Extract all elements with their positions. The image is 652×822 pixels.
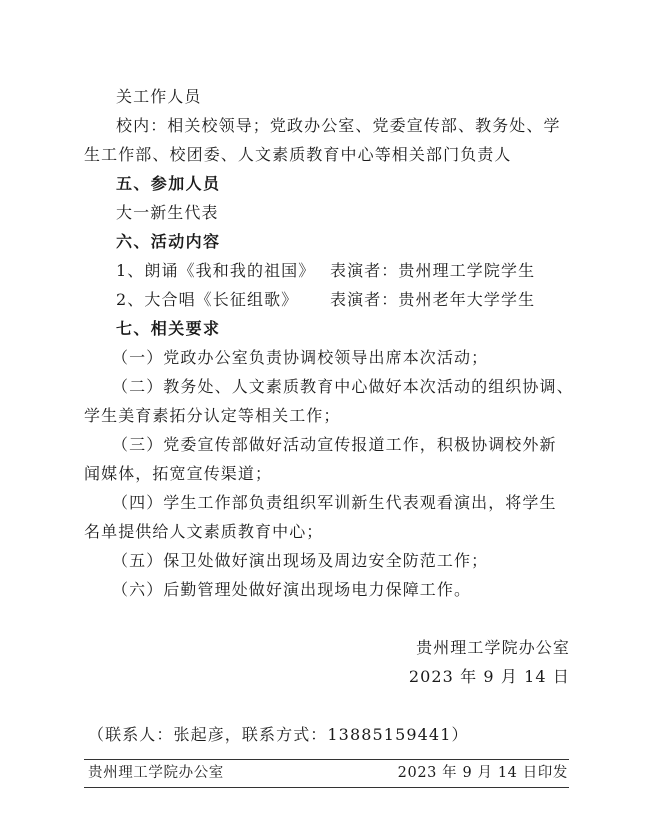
footer-top-rule: [84, 759, 569, 760]
contact-info: （联系人：张起彦，联系方式：13885159441）: [88, 725, 469, 744]
requirement-3-line-2: 闻媒体，拓宽宣传渠道；: [84, 464, 273, 483]
footer-bottom-rule: [84, 787, 569, 788]
section-5-text: 大一新生代表: [116, 203, 219, 222]
requirement-1: （一）党政办公室负责协调校领导出席本次活动；: [112, 348, 489, 367]
section-6-heading: 六、活动内容: [116, 232, 221, 251]
section-5-heading: 五、参加人员: [116, 174, 221, 193]
body-line-2: 校内：相关校领导；党政办公室、党委宣传部、教务处、学: [116, 116, 561, 135]
requirement-4-line-2: 名单提供给人文素质教育中心；: [84, 522, 324, 541]
program-2-performer: 表演者：贵州老年大学学生: [330, 290, 536, 309]
program-2-title: 2、大合唱《长征组歌》: [116, 290, 299, 309]
requirement-6: （六）后勤管理处做好演出现场电力保障工作。: [112, 580, 472, 599]
section-7-heading: 七、相关要求: [116, 319, 221, 338]
signature-office: 贵州理工学院办公室: [416, 638, 570, 657]
signature-date: 2023 年 9 月 14 日: [408, 667, 570, 686]
body-line-3: 生工作部、校团委、人文素质教育中心等相关部门负责人: [84, 145, 512, 164]
requirement-2-line-1: （二）教务处、人文素质教育中心做好本次活动的组织协调、: [112, 377, 574, 396]
footer-issuer: 贵州理工学院办公室: [88, 765, 224, 781]
requirement-2-line-2: 学生美育素拓分认定等相关工作；: [84, 406, 341, 425]
body-line-1: 关工作人员: [116, 87, 202, 106]
program-1-performer: 表演者：贵州理工学院学生: [330, 261, 536, 280]
requirement-3-line-1: （三）党委宣传部做好活动宣传报道工作，积极协调校外新: [112, 435, 557, 454]
requirement-4-line-1: （四）学生工作部负责组织军训新生代表观看演出，将学生: [112, 493, 557, 512]
requirement-5: （五）保卫处做好演出现场及周边安全防范工作；: [112, 551, 489, 570]
program-1-title: 1、朗诵《我和我的祖国》: [116, 261, 316, 280]
footer-issue-date: 2023 年 9 月 14 日印发: [397, 765, 568, 781]
